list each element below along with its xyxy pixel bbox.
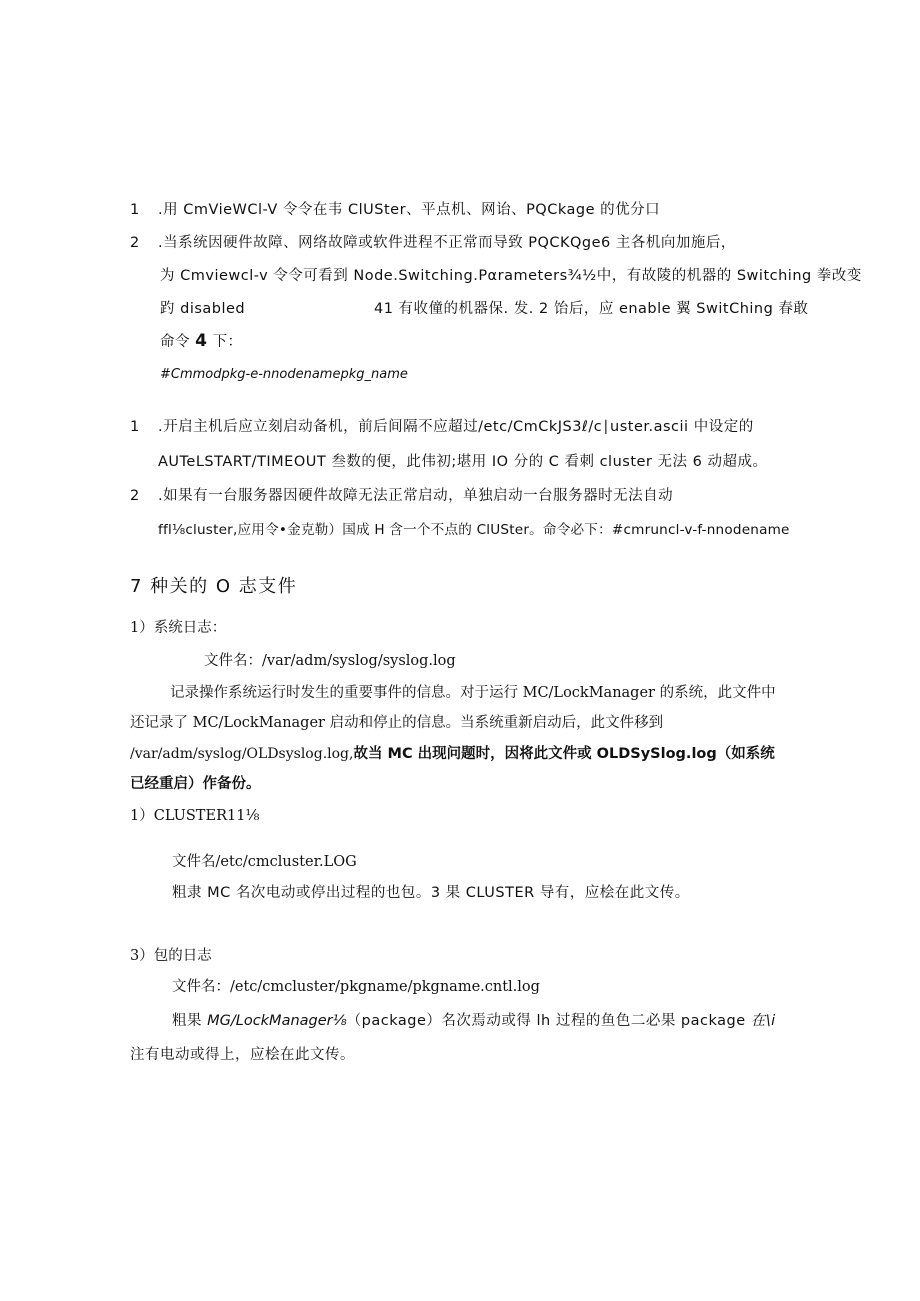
- list2-item1-line1: [130, 415, 754, 436]
- command-modpkg: #Cmmodpkg-e-nnodenamepkg_name: [160, 367, 408, 382]
- list1-item2-line3b: 41 有收僮的机器保. 发. 2 饴后，应 enable 翼 SwitChing 春敢: [374, 301, 809, 317]
- list1-item1-text: .用 CmVieWCl-V 令令在韦 ClUSter、平点机、网诒、PQCkage 的优分口: [158, 202, 661, 218]
- syslog-old-path: /var/adm/syslog/OLDsyslog.log,: [130, 746, 354, 762]
- list1-item2-line3a: 趵 disabled: [160, 301, 246, 317]
- list2-item2-line1: [130, 484, 673, 505]
- cluster-log-title: 1）CLUSTER11⅛: [130, 808, 260, 824]
- pkg-log-desc-product: MG/LockManager⅛: [207, 1013, 347, 1029]
- cluster-log-filename: 文件名/etc/cmcluster.LOG: [172, 854, 357, 870]
- syslog-desc-line3: [130, 742, 775, 763]
- syslog-desc-line4: 已经重启）作备份。: [130, 776, 261, 792]
- syslog-filename: 文件名：/var/adm/syslog/syslog.log: [204, 653, 456, 669]
- list1-item2-line1: [130, 231, 736, 252]
- pkg-log-title: 3）包的日志: [130, 948, 212, 964]
- syslog-desc-line2: 还记录了 MC/LockManager 启动和停止的信息。当系统重新启动后，此文件移到: [130, 715, 664, 731]
- list2-item2-number: 2: [130, 488, 140, 504]
- list2-item1-text-line1: .开启主机后应立刻启动备机，前后间隔不应超过/etc/CmCkJS3ℓ∕c∣uster.ascii 中设定的: [158, 419, 754, 435]
- syslog-desc-line1: 记录操作系统运行时发生的重要事件的信息。对于运行 MC/LockManager 的系统，此文件中: [170, 685, 776, 701]
- list1-item2-line4: [160, 330, 243, 351]
- pkg-log-desc-line2: 注有电动或得上，应桧在此文传。: [130, 1047, 355, 1063]
- list1-item2-line4-cmd-label: 命令: [160, 334, 190, 350]
- list1-item2-line2: 为 Cmviewcl-v 令令可看到 Node.Switching.Pαrameters¾½中，有故陵的机器的 Switching 拳改变: [160, 268, 862, 284]
- section-heading: 7 种关的 O 志支件: [130, 576, 298, 597]
- syslog-title: 1）系统日志：: [130, 620, 227, 636]
- list2-item2-line2: ffl⅛cluster,应用令•金克勒）国成 H 含一个不点的 ClUSter。命令必下：#cmruncl-v-f-nnodename: [158, 522, 790, 538]
- pkg-log-desc-suffix: 在\i: [750, 1013, 776, 1029]
- pkg-log-desc-line1: [172, 1009, 776, 1030]
- list1-item2-line4-suffix: 下：: [212, 334, 243, 350]
- pkg-log-desc-middle: （package）名次焉动或得 lh 过程的鱼色二必果 package: [346, 1013, 746, 1029]
- cluster-log-desc: 粗隶 MC 名次电动或停出过程的也包。3 果 CLUSTER 导有，应桧在此文传。: [172, 885, 690, 901]
- list1-item1: [130, 198, 660, 219]
- list1-item2-line4-number: 4: [195, 331, 208, 351]
- syslog-backup-note: 故当 MC 出现问题时，因将此文件或 OLDSySlog.log（如系统: [353, 746, 775, 762]
- list2-item1-number: 1: [130, 419, 140, 435]
- list1-item1-number: 1: [130, 202, 140, 218]
- list2-item2-text-line1: .如果有一台服务器因硬件故障无法正常启动，单独启动一台服务器时无法自动: [158, 488, 674, 504]
- pkg-log-desc-prefix: 粗果: [172, 1013, 202, 1029]
- pkg-log-filename: 文件名：/etc/cmcluster/pkgname/pkgname.cntl.log: [172, 979, 540, 995]
- list1-item2-number: 2: [130, 235, 140, 251]
- list2-item1-line2: AUTeLSTART/TIMEOUT 叁数的便，此伟初;堪用 IO 分的 C 看刺 cluster 无法 6 动超成。: [158, 454, 768, 470]
- list1-item2-text-line1: .当系统因硬件故障、网络故障或软件进程不正常而导致 PQCKQge6 主各机向加施后，: [158, 235, 736, 251]
